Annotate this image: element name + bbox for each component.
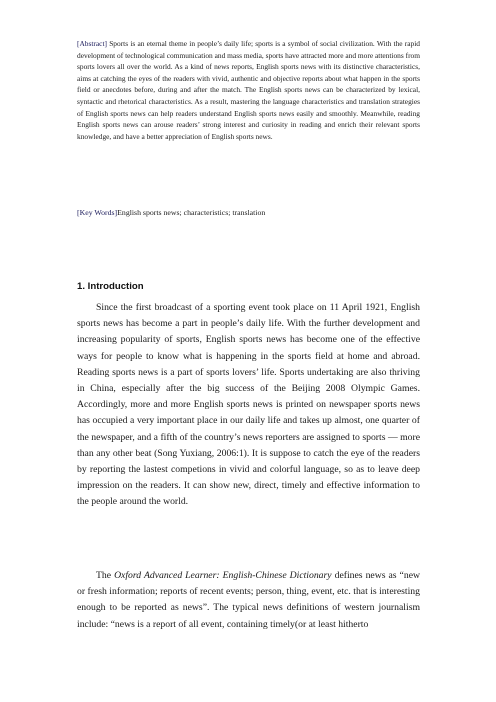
paragraph-2-intro: The	[96, 570, 115, 581]
dictionary-title: Oxford Advanced Learner: English-Chinese Dictionary	[114, 570, 332, 581]
paragraph-2-rest: defines news as “new or fresh information; reports of recent events; person, thing, event, etc. that is interesting enough to be reported as news”. The typical news definitions of western journalism include: “news is a report of all event, containing timely(or at least hitherto	[77, 570, 420, 630]
keywords-text: English sports news; characteristics; translation	[117, 208, 266, 217]
keywords-block	[77, 207, 420, 219]
abstract-text: Sports is an eternal theme in people’s daily life; sports is a symbol of social civilization. With the rapid development of technological communication and mass media, sports have attracted more and more attentions from sports lovers all over the world. As a kind of news reports, English sports news with its distinctive characteristics, aims at catching the eyes of the readers with vivid, authentic and objective reports about what happen in the sports field or anecdotes before, during and after the match. The English sports news can be characterized by lexical, syntactic and rhetorical characteristics. As a result, mastering the language characteristics and translation strategies of English sports news can help readers understand English sports news easily and smoothly. Meanwhile, reading English sports news can arouse readers’ strong interest and curiosity in reading and enrich their relevant sports knowledge, and have a better appreciation of English sports news.	[77, 39, 420, 141]
abstract-label: [Abstract]	[77, 39, 107, 48]
body-paragraph-1: Since the first broadcast of a sporting event took place on 11 April 1921, English sports news has become a part in people’s daily life. With the further development and increasing popularity of sports, English sports news has become one of the effective ways for people to know what is happening in the sports field at home and abroad. Reading sports news is a part of sports lovers’ life. Sports undertaking are also thriving in China, especially after the big success of the Beijing 2008 Olympic Games. Accordingly, more and more English sports news is printed on newspaper sports news has occupied a very important place in our daily life and takes up almost, one quarter of the newspaper, and a fifth of the country’s news reporters are assigned to sports — more than any other beat (Song Yuxiang, 2006:1). It is suppose to catch the eye of the readers by reporting the lastest competions in vivid and colorful language, so as to leave deep impression on the readers. It can show new, direct, timely and effective information to the people around the world.	[77, 302, 420, 508]
body-paragraph-2	[77, 568, 420, 633]
section-heading: 1. Introduction	[77, 281, 144, 292]
abstract-block	[77, 38, 420, 142]
keywords-label: [Key Words]	[77, 208, 118, 217]
